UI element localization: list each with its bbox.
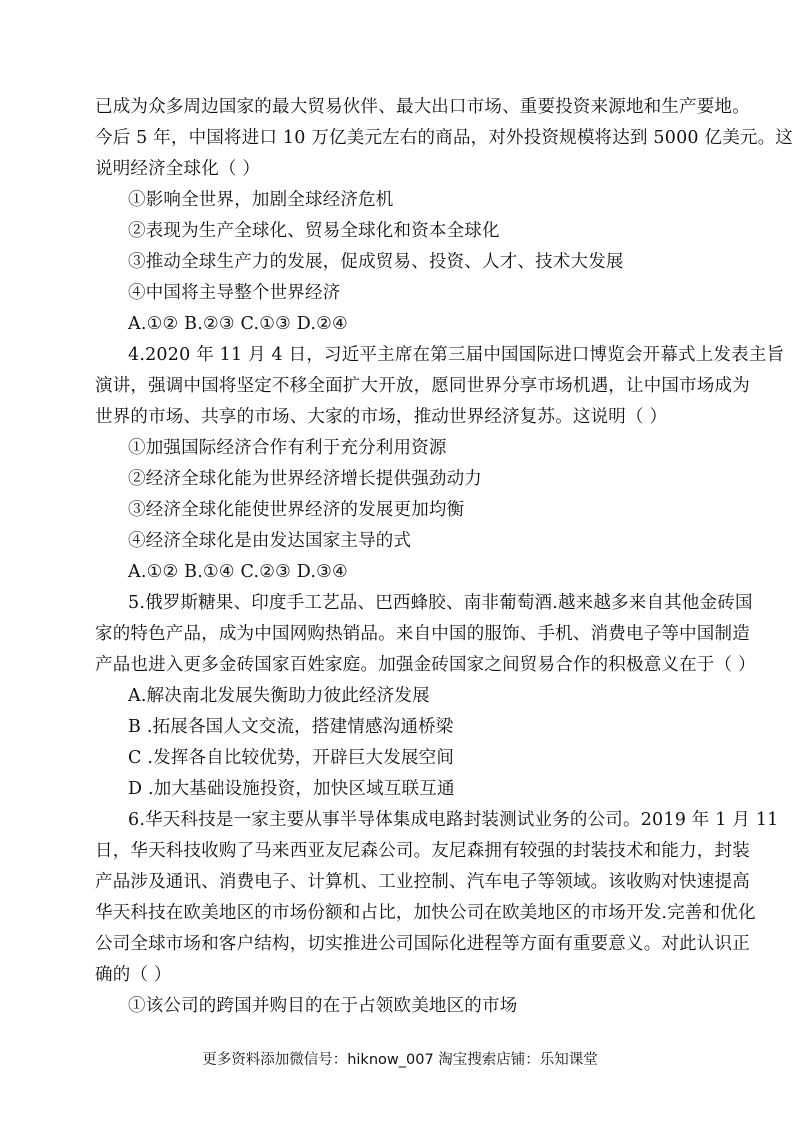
choice-b: B .拓展各国人文交流，搭建情感沟通桥梁 — [128, 717, 454, 737]
text-line: 家的特色产品，成为中国网购热销品。来自中国的服饰、手机、消费电子等中国制造 — [95, 624, 750, 644]
text-line: 产品也进入更多金砖国家百姓家庭。加强金砖国家之间贸易合作的积极意义在于（ ） — [95, 655, 756, 675]
choice-c: C .发挥各自比较优势，开辟巨大发展空间 — [128, 748, 455, 768]
option-line: ③推动全球生产力的发展，促成贸易、投资、人才、技术大发展 — [128, 252, 624, 272]
text-line: 日，华天科技收购了马来西亚友尼森公司。友尼森拥有较强的封装技术和能力，封装 — [95, 841, 750, 861]
answer-choices: A.①② B.①④ C.②③ D.③④ — [128, 562, 348, 582]
answer-choices: A.①② B.②③ C.①③ D.②④ — [128, 314, 348, 334]
text-line: 说明经济全球化（ ） — [95, 159, 261, 179]
option-line: ②经济全球化能为世界经济增长提供强劲动力 — [128, 469, 482, 489]
choice-d: D .加大基础设施投资，加快区域互联互通 — [128, 779, 455, 799]
text-line: 世界的市场、共享的市场、大家的市场，推动世界经济复苏。这说明（ ） — [95, 407, 668, 427]
option-line: ③经济全球化能使世界经济的发展更加均衡 — [128, 500, 465, 520]
option-line: ①加强国际经济合作有利于充分利用资源 — [128, 438, 447, 458]
option-line: ②表现为生产全球化、贸易全球化和资本全球化 — [128, 221, 500, 241]
text-line: 产品涉及通讯、消费电子、计算机、工业控制、汽车电子等领域。该收购对快速提高 — [95, 872, 750, 892]
choice-a: A.解决南北发展失衡助力彼此经济发展 — [128, 686, 430, 706]
text-line: 今后 5 年，中国将进口 10 万亿美元左右的商品，对外投资规模将达到 5000 亿美元。这 — [95, 128, 794, 148]
question-4-line: 4.2020 年 11 月 4 日，习近平主席在第三届中国国际进口博览会开幕式上发表主旨 — [128, 345, 785, 365]
text-line: 已成为众多周边国家的最大贸易伙伴、最大出口市场、重要投资来源地和生产要地。 — [95, 97, 750, 117]
text-line: 演讲，强调中国将坚定不移全面扩大开放，愿同世界分享市场机遇，让中国市场成为 — [95, 376, 750, 396]
question-6-line: 6.华天科技是一家主要从事半导体集成电路封装测试业务的公司。2019 年 1 月 11 — [128, 810, 779, 830]
option-line: ④经济全球化是由发达国家主导的式 — [128, 531, 412, 551]
option-line: ①该公司的跨国并购目的在于占领欧美地区的市场 — [128, 996, 518, 1016]
page-footer: 更多资料添加微信号：hiknow_007 淘宝搜索店铺：乐知课堂 — [202, 1052, 598, 1068]
option-line: ①影响全世界，加剧全球经济危机 — [128, 190, 394, 210]
option-line: ④中国将主导整个世界经济 — [128, 283, 341, 303]
question-5-line: 5.俄罗斯糖果、印度手工艺品、巴西蜂胶、南非葡萄酒.越来越多来自其他金砖国 — [128, 593, 753, 613]
text-line: 确的（ ） — [95, 965, 172, 985]
text-line: 公司全球市场和客户结构，切实推进公司国际化进程等方面有重要意义。对此认识正 — [95, 934, 750, 954]
text-line: 华天科技在欧美地区的市场份额和占比，加快公司在欧美地区的市场开发.完善和优化 — [95, 903, 756, 923]
